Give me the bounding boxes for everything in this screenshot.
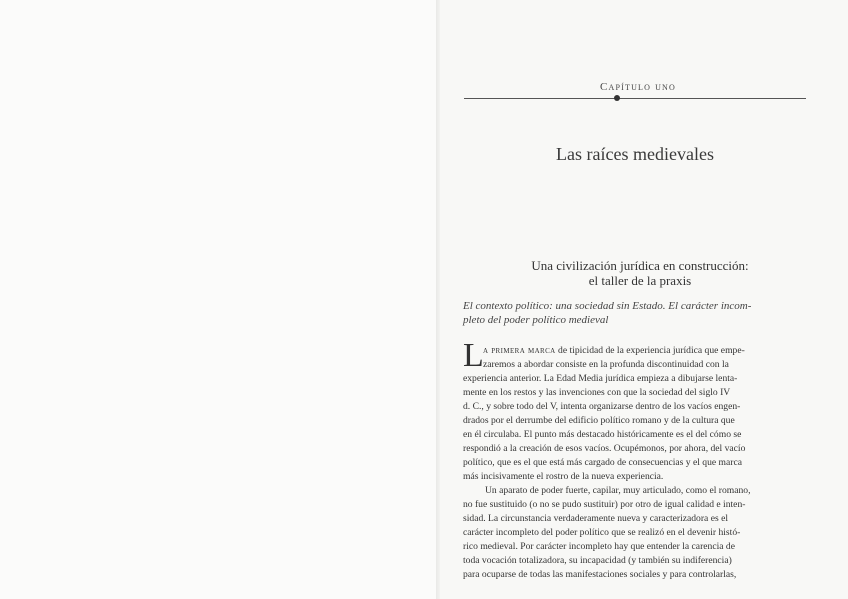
chapter-label: Capítulo uno [599, 81, 677, 93]
drop-cap: L [463, 337, 484, 374]
section-subheading [463, 299, 813, 327]
paragraph-1-line-3: experiencia anterior. La Edad Media jurídica empieza a dibujarse lenta- [463, 373, 738, 384]
subheading-line-1: El contexto político: una sociedad sin Estado. El carácter incom- [463, 300, 752, 312]
paragraph-2-line-7: para ocuparse de todas las manifestaciones sociales y para controlarlas, [463, 569, 737, 580]
opening-line-rest: de tipicidad de la experiencia jurídica que empe- [555, 345, 745, 356]
chapter-ornament-dot [614, 95, 620, 101]
paragraph-1-line-7: en él circulaba. El punto más destacado históricamente es el del cómo se [463, 429, 742, 440]
section-heading-line-2: el taller de la praxis [588, 273, 692, 288]
paragraph-2-line-4: carácter incompleto del poder político que se realizó en el devenir histó- [463, 527, 741, 538]
paragraph-2-line-1: Un aparato de poder fuerte, capilar, muy articulado, como el romano, [485, 485, 751, 496]
paragraph-1-line-8: respondió a la creación de esos vacíos. Ocupémonos, por ahora, del vacío [463, 443, 746, 454]
paragraph-2-line-6: toda vocación totalizadora, su incapacidad (y también su indiferencia) [463, 555, 732, 566]
paragraph-1-line-2: zaremos a abordar consiste en la profunda discontinuidad con la [483, 359, 729, 370]
section-heading-line-1: Una civilización jurídica en construcción: [531, 258, 749, 273]
paragraph-2-line-3: sidad. La circunstancia verdaderamente nueva y caracterizadora es el [463, 513, 729, 524]
paragraph-1-line-10: más incisivamente el rostro de la nueva experiencia. [463, 471, 664, 482]
paragraph-1-line-9: político, que es el que está más cargado de consecuencias y el que marca [463, 457, 742, 468]
paragraph-2-line-5: rico medieval. Por carácter incompleto hay que entender la carencia de [463, 541, 735, 552]
chapter-rule [464, 98, 806, 99]
paragraph-1-line-5: d. C., y sobre todo del V, intenta organizarse dentro de los vacíos engen- [463, 401, 741, 412]
body-text [463, 344, 813, 582]
opening-smallcaps: a primera marca [483, 345, 556, 356]
paragraph-1-line-1 [463, 344, 813, 358]
chapter-title: Las raíces medievales [556, 144, 714, 164]
paragraph-1-line-4: mente en los restos y las invenciones con que la sociedad del siglo IV [463, 387, 731, 398]
paragraph-1-line-6: drados por el derrumbe del edificio político romano y de la cultura que [463, 415, 735, 426]
section-heading [470, 258, 810, 288]
paragraph-2-line-2: no fue sustituido (o no se pudo sustituir) por otro de igual calidad e inten- [463, 499, 746, 510]
subheading-line-2: pleto del poder político medieval [463, 314, 609, 326]
